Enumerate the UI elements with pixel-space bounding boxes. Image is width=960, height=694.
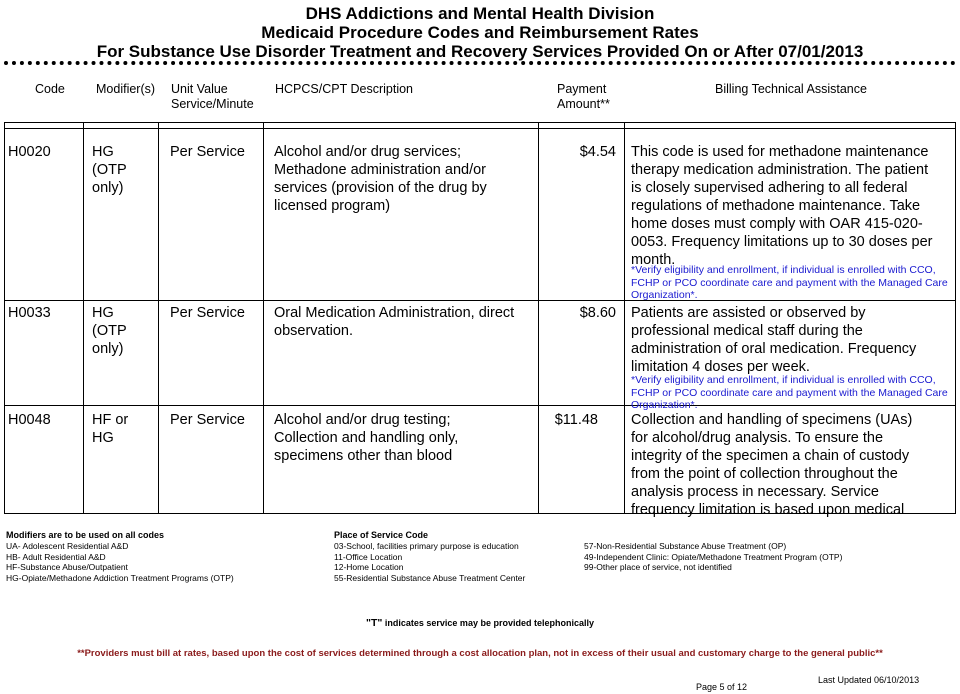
table-cell-code: H0020 [8,144,51,160]
column-rule [624,122,625,513]
col-header-payment: Payment Amount** [557,82,610,111]
column-rule [263,122,264,513]
col-header-modifiers: Modifier(s) [96,82,156,96]
table-cell-verify-note: *Verify eligibility and enrollment, if individual is enrolled with CCO, FCHP or PCO coordinate care and payment with the Managed Care Organization*. [631,264,948,301]
modifiers-legend-title: Modifiers are to be used on all codes [6,530,165,540]
col-header-code: Code [35,82,65,96]
column-rule [83,122,84,513]
place-of-service-list: 03-School, facilities primary purpose is education 11-Office Location 12-Home Location 55-Residential Substance Abuse Treatment Center [334,541,526,583]
table-top-rule-2 [4,128,956,129]
document-scope-title: For Substance Use Disorder Treatment and Recovery Services Provided On or After 07/01/2013 [96,42,864,61]
table-cell-billing: Collection and handling of specimens (UAs) for alcohol/drug analysis. To ensure the integrity of the specimen a chain of custody from the point of collection throughout the analysis process in necessary. Service frequency limitation is based upon medical [631,412,913,518]
document-title: DHS Addictions and Mental Health Division [305,4,655,23]
telephonic-note: "T" indicates service may be provided telephonically [366,617,594,629]
table-cell-verify-note: *Verify eligibility and enrollment, if individual is enrolled with CCO, FCHP or PCO coordinate care and payment with the Managed Care Organization*. [631,374,948,411]
title-dotted-divider [4,61,956,65]
table-cell-amount: $4.54 [579,144,616,160]
last-updated: Last Updated 06/10/2013 [818,675,920,685]
table-cell-amount: $11.48 [554,412,598,428]
column-rule [955,122,956,513]
table-cell-unit: Per Service [170,305,245,321]
table-cell-billing: Patients are assisted or observed by professional medical staff during the administration of oral medication. Frequency limitation 4 doses per week. [631,305,917,375]
table-cell-description: Alcohol and/or drug testing; Collection and handling only, specimens other than blood [274,412,459,464]
col-header-billing: Billing Technical Assistance [715,82,867,96]
table-cell-unit: Per Service [170,412,245,428]
table-cell-description: Alcohol and/or drug services; Methadone administration and/or services (provision of the drug by licensed program) [274,144,487,214]
table-cell-modifier: HG (OTP only) [92,144,127,196]
column-rule [158,122,159,513]
table-cell-unit: Per Service [170,144,245,160]
place-of-service-list-2: 57-Non-Residential Substance Abuse Treatment (OP) 49-Independent Clinic: Opiate/Methadone Treatment Program (OTP) 99-Other place of service, not identified [584,541,843,572]
billing-rate-note: **Providers must bill at rates, based upon the cost of services determined through a cost allocation plan, not in excess of their usual and customary charge to the general public** [77,648,883,659]
table-cell-code: H0048 [8,412,51,428]
table-cell-description: Oral Medication Administration, direct observation. [274,305,515,339]
page-number: Page 5 of 12 [696,682,748,692]
table-cell-billing: This code is used for methadone maintenance therapy medication administration. The patient is closely supervised adhering to all federal regulations of methadone maintenance. Take home doses must comply with OAR 415-020- 0053. Frequency limitations up to 30 doses per month. [631,144,933,268]
col-header-description: HCPCS/CPT Description [275,82,414,96]
table-cell-amount: $8.60 [579,305,616,321]
table-cell-modifier: HF or HG [92,412,129,446]
col-header-unit-value: Unit Value Service/Minute [171,82,254,111]
modifiers-legend-list: UA- Adolescent Residential A&D HB- Adult Residential A&D HF-Substance Abuse/Outpatient HG-Opiate/Methadone Addiction Treatment Programs (OTP) [6,541,234,583]
table-cell-code: H0033 [8,305,51,321]
column-rule [4,122,5,513]
document-subtitle: Medicaid Procedure Codes and Reimbursement Rates [261,23,699,42]
place-of-service-title: Place of Service Code [334,530,429,540]
table-top-rule [4,122,956,123]
table-cell-modifier: HG (OTP only) [92,305,127,357]
